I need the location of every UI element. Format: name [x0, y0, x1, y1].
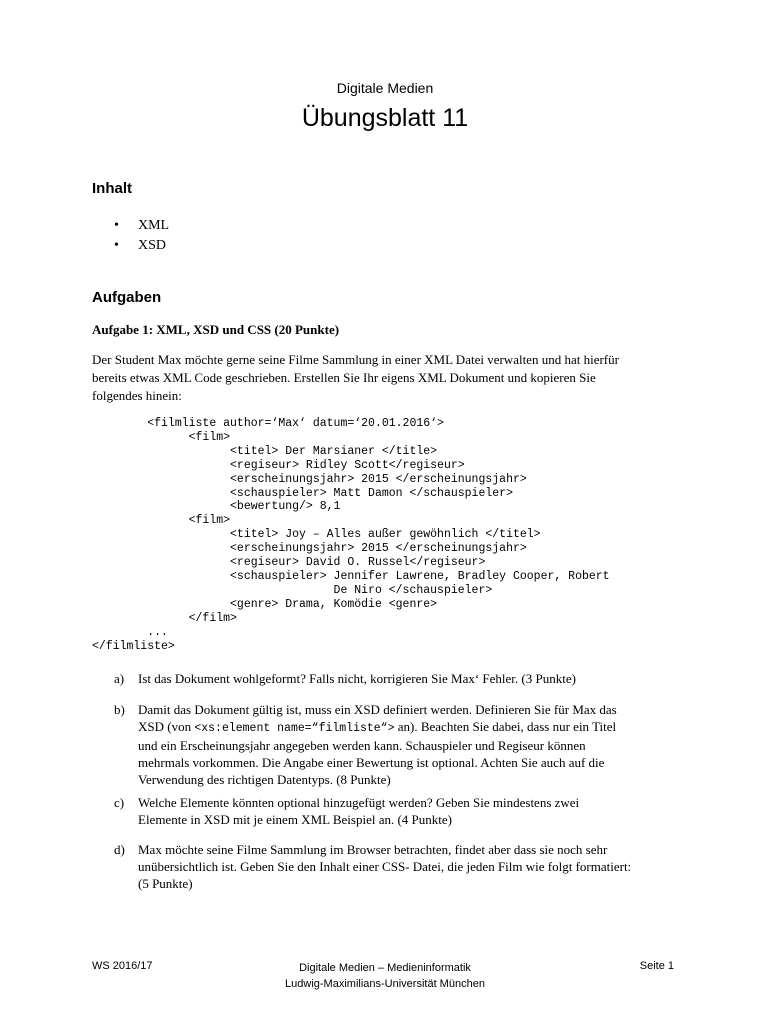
- question-text: mehrmals vorkommen. Die Angabe einer Bewertung ist optional. Achten Sie auch auf die: [138, 755, 605, 770]
- code-line: </film>: [92, 611, 237, 625]
- question-label: a): [114, 671, 125, 686]
- task-title: Aufgabe 1: XML, XSD und CSS (20 Punkte): [92, 322, 340, 337]
- footer-page-number: Seite 1: [639, 960, 674, 972]
- list-item: • XSD: [92, 236, 169, 256]
- code-line: <bewertung/> 8,1: [92, 500, 341, 514]
- question-text: Welche Elemente könnten optional hinzugefügt werden? Geben Sie mindestens zwei: [138, 795, 580, 810]
- question-text: und ein Erscheinungsjahr angegeben werden kann. Schauspieler und Regiseur können: [138, 738, 586, 753]
- contents-list: [92, 216, 169, 256]
- code-line: </filmliste>: [92, 639, 175, 653]
- question-text: (5 Punkte): [138, 876, 193, 891]
- intro-line: bereits etwas XML Code geschrieben. Erstellen Sie Ihr eigens XML Dokument und kopieren Sie: [92, 370, 596, 385]
- question-label: b): [114, 702, 125, 717]
- code-line: <filmliste author=‘Max‘ datum=‘20.01.2016‘>: [92, 417, 444, 430]
- code-line: <erscheinungsjahr> 2015 </erscheinungsjahr>: [92, 472, 527, 486]
- bullet-icon: •: [114, 238, 119, 253]
- list-item: • XML: [92, 216, 169, 236]
- code-line: <titel> Joy – Alles außer gewöhnlich </titel>: [92, 528, 541, 542]
- question-text: Max möchte seine Filme Sammlung im Browser betrachten, findet aber dass sie noch sehr: [138, 842, 608, 857]
- question-text: XSD (von <xs:element name=“filmliste“> an). Beachten Sie dabei, dass nur ein Titel: [138, 719, 617, 735]
- bullet-icon: •: [114, 218, 119, 233]
- code-line: <regiseur> Ridley Scott</regiseur>: [92, 458, 465, 472]
- xml-code-block: [92, 417, 610, 653]
- question-label: c): [114, 795, 125, 810]
- question-text: Damit das Dokument gültig ist, muss ein XSD definiert werden. Definieren Sie für Max das: [138, 702, 617, 717]
- code-line: <erscheinungsjahr> 2015 </erscheinungsjahr>: [92, 542, 527, 556]
- code-line: <genre> Drama, Komödie <genre>: [92, 597, 438, 611]
- code-line: <schauspieler> Matt Damon </schauspieler>: [92, 486, 513, 500]
- code-line: <schauspieler> Jennifer Lawrene, Bradley Cooper, Robert: [92, 569, 610, 583]
- code-line: <titel> Der Marsianer </title>: [92, 444, 438, 458]
- code-line: <film>: [92, 514, 231, 528]
- contents-heading: Inhalt: [92, 180, 132, 197]
- question-label: d): [114, 842, 125, 857]
- question-text: Verwendung des richtigen Datentyps. (8 Punkte): [138, 772, 391, 787]
- footer-university: Ludwig-Maximilians-Universität München: [285, 978, 485, 990]
- code-line: <regiseur> David O. Russel</regiseur>: [92, 556, 486, 570]
- question-text: Ist das Dokument wohlgeformt? Falls nicht, korrigieren Sie Max‘ Fehler. (3 Punkte): [138, 671, 576, 686]
- intro-line: folgendes hinein:: [92, 388, 182, 403]
- task-intro: [92, 351, 692, 405]
- question-text: unübersichtlich ist. Geben Sie den Inhalt einer CSS- Datei, die jeden Film wie folgt formatiert:: [138, 859, 632, 874]
- footer-course: Digitale Medien – Medieninformatik: [299, 962, 471, 974]
- inline-code: <xs:element name=“filmliste“>: [194, 722, 395, 735]
- page-title: Übungsblatt 11: [301, 104, 469, 132]
- footer-semester: WS 2016/17: [92, 960, 153, 972]
- intro-line: Der Student Max möchte gerne seine Filme Sammlung in einer XML Datei verwalten und hat hierfür: [92, 352, 619, 367]
- code-line: De Niro </schauspieler>: [92, 583, 493, 597]
- question-text: Elemente in XSD mit je einem XML Beispiel an. (4 Punkte): [138, 812, 452, 827]
- code-line: ...: [92, 625, 168, 639]
- tasks-heading: Aufgaben: [92, 289, 162, 306]
- code-line: <film>: [92, 430, 231, 444]
- course-name: Digitale Medien: [336, 80, 434, 96]
